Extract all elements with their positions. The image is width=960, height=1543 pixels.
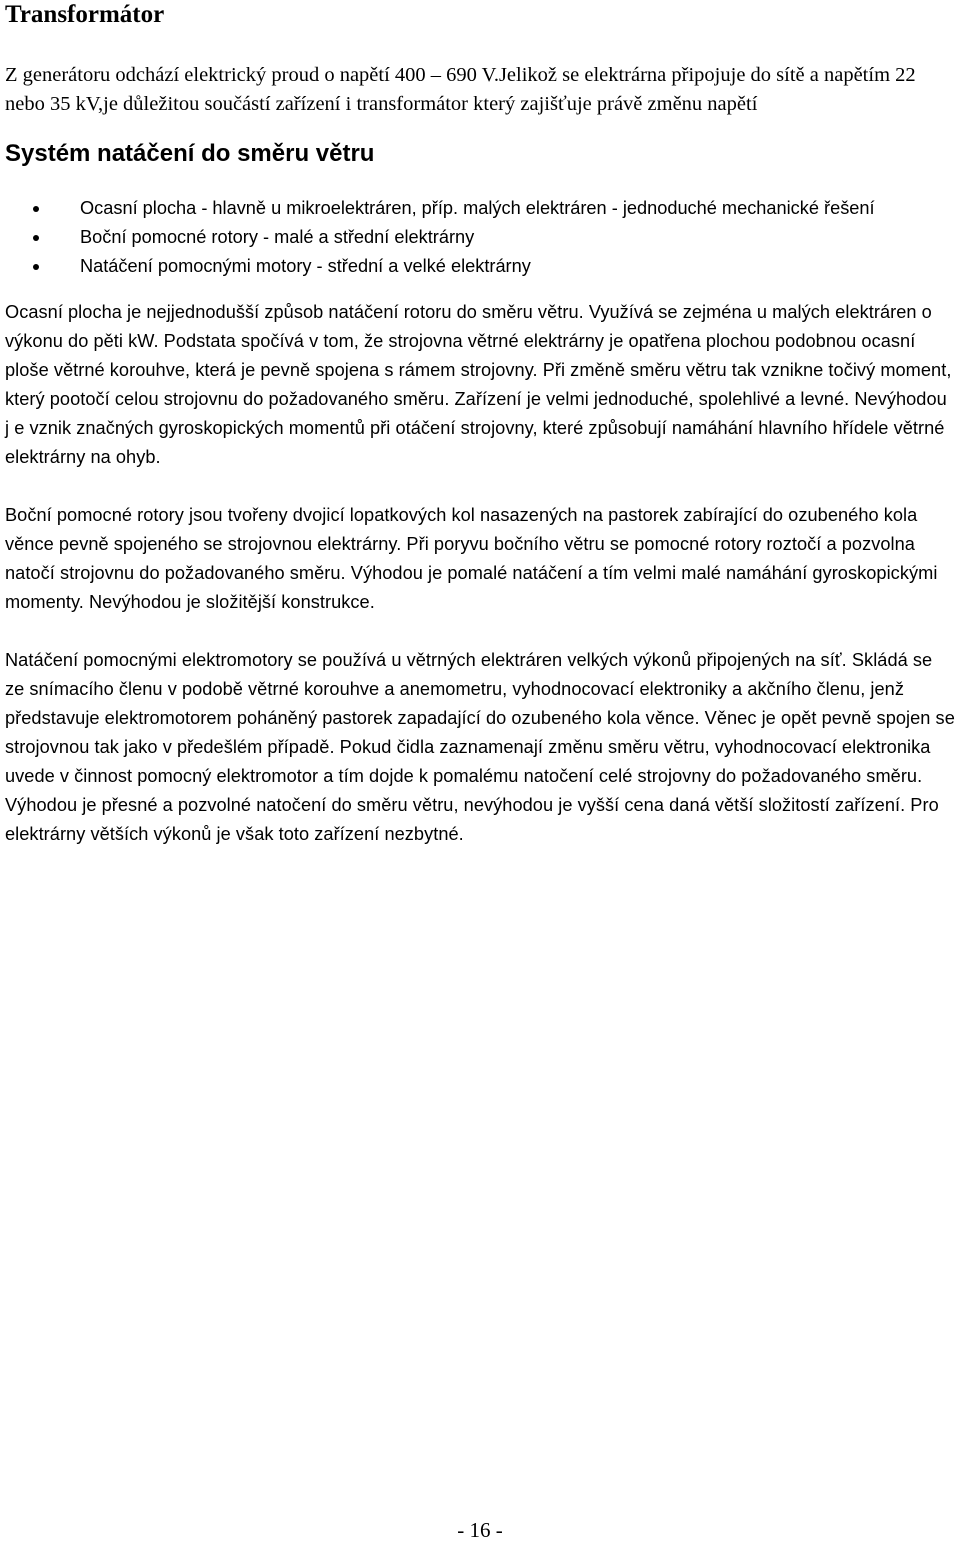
page-number: - 16 -: [457, 1518, 503, 1542]
list-item: [5, 223, 905, 252]
list-item: [5, 252, 905, 281]
document-page: [5, 0, 955, 849]
yaw-methods-list: [5, 194, 905, 281]
transformer-paragraph: Z generátoru odchází elektrický proud o napětí 400 – 690 V.Jelikož se elektrárna připojuje do sítě a napětím 22 nebo 35 kV,je důležitou součástí zařízení i transformátor který zajišťuje právě změnu napětí: [5, 64, 916, 115]
list-item-text: Boční pomocné rotory - malé a střední elektrárny: [80, 227, 475, 247]
list-item: [5, 194, 905, 223]
list-item-text: Ocasní plocha - hlavně u mikroelektráren, příp. malých elektráren - jednoduché mechanické řešení: [80, 198, 875, 218]
tail-vane-paragraph: Ocasní plocha je nejjednodušší způsob natáčení rotoru do směru větru. Využívá se zejména u malých elektráren o výkonu do pěti kW. Podstata spočívá v tom, že strojovna větrné elektrárny je opatřena plochou podobnou ocasní ploše větrné korouhve, která je pevně spojena s rámem strojovny. Při změně směru větru tak vznikne točivý moment, který pootočí celou strojovnu do požadovaného směru. Zařízení je velmi jednoduché, spolehlivé a levné. Nevýhodou j e vznik značných gyroskopických momentů při otáčení strojovny, které způsobují namáhání hlavního hřídele větrné elektrárny na ohyb.: [5, 302, 952, 467]
yaw-system-heading: Systém natáčení do směru větru: [5, 140, 375, 167]
bullet-icon: [33, 264, 39, 270]
transformer-heading: Transformátor: [5, 1, 165, 28]
bullet-icon: [33, 206, 39, 212]
bullet-icon: [33, 235, 39, 241]
side-rotors-paragraph: Boční pomocné rotory jsou tvořeny dvojicí lopatkových kol nasazených na pastorek zabírající do ozubeného kola věnce pevně spojeného se strojovnou elektrárny. Při poryvu bočního větru se pomocné rotory roztočí a pozvolna natočí strojovnu do požadovaného směru. Výhodou je pomalé natáčení a tím velmi malé namáhání gyroskopickými momenty. Nevýhodou je složitější konstrukce.: [5, 505, 938, 612]
list-item-text: Natáčení pomocnými motory - střední a velké elektrárny: [80, 256, 531, 276]
electromotors-paragraph: Natáčení pomocnými elektromotory se používá u větrných elektráren velkých výkonů připojených na síť. Skládá se ze snímacího členu v podobě větrné korouhve a anemometru, vyhodnocovací elektroniky a akčního členu, jenž představuje elektromotorem poháněný pastorek zapadající do ozubeného kola věnce. Věnec je opět pevně spojen se strojovnou tak jako v předešlém případě. Pokud čidla zaznamenají změnu směru větru, vyhodnocovací elektronika uvede v činnost pomocný elektromotor a tím dojde k pomalému natočení celé strojovny do požadovaného směru. Výhodou je přesné a pozvolné natočení do směru větru, nevýhodou je vyšší cena daná větší složitostí zařízení. Pro elektrárny větších výkonů je však toto zařízení nezbytné.: [5, 650, 955, 844]
